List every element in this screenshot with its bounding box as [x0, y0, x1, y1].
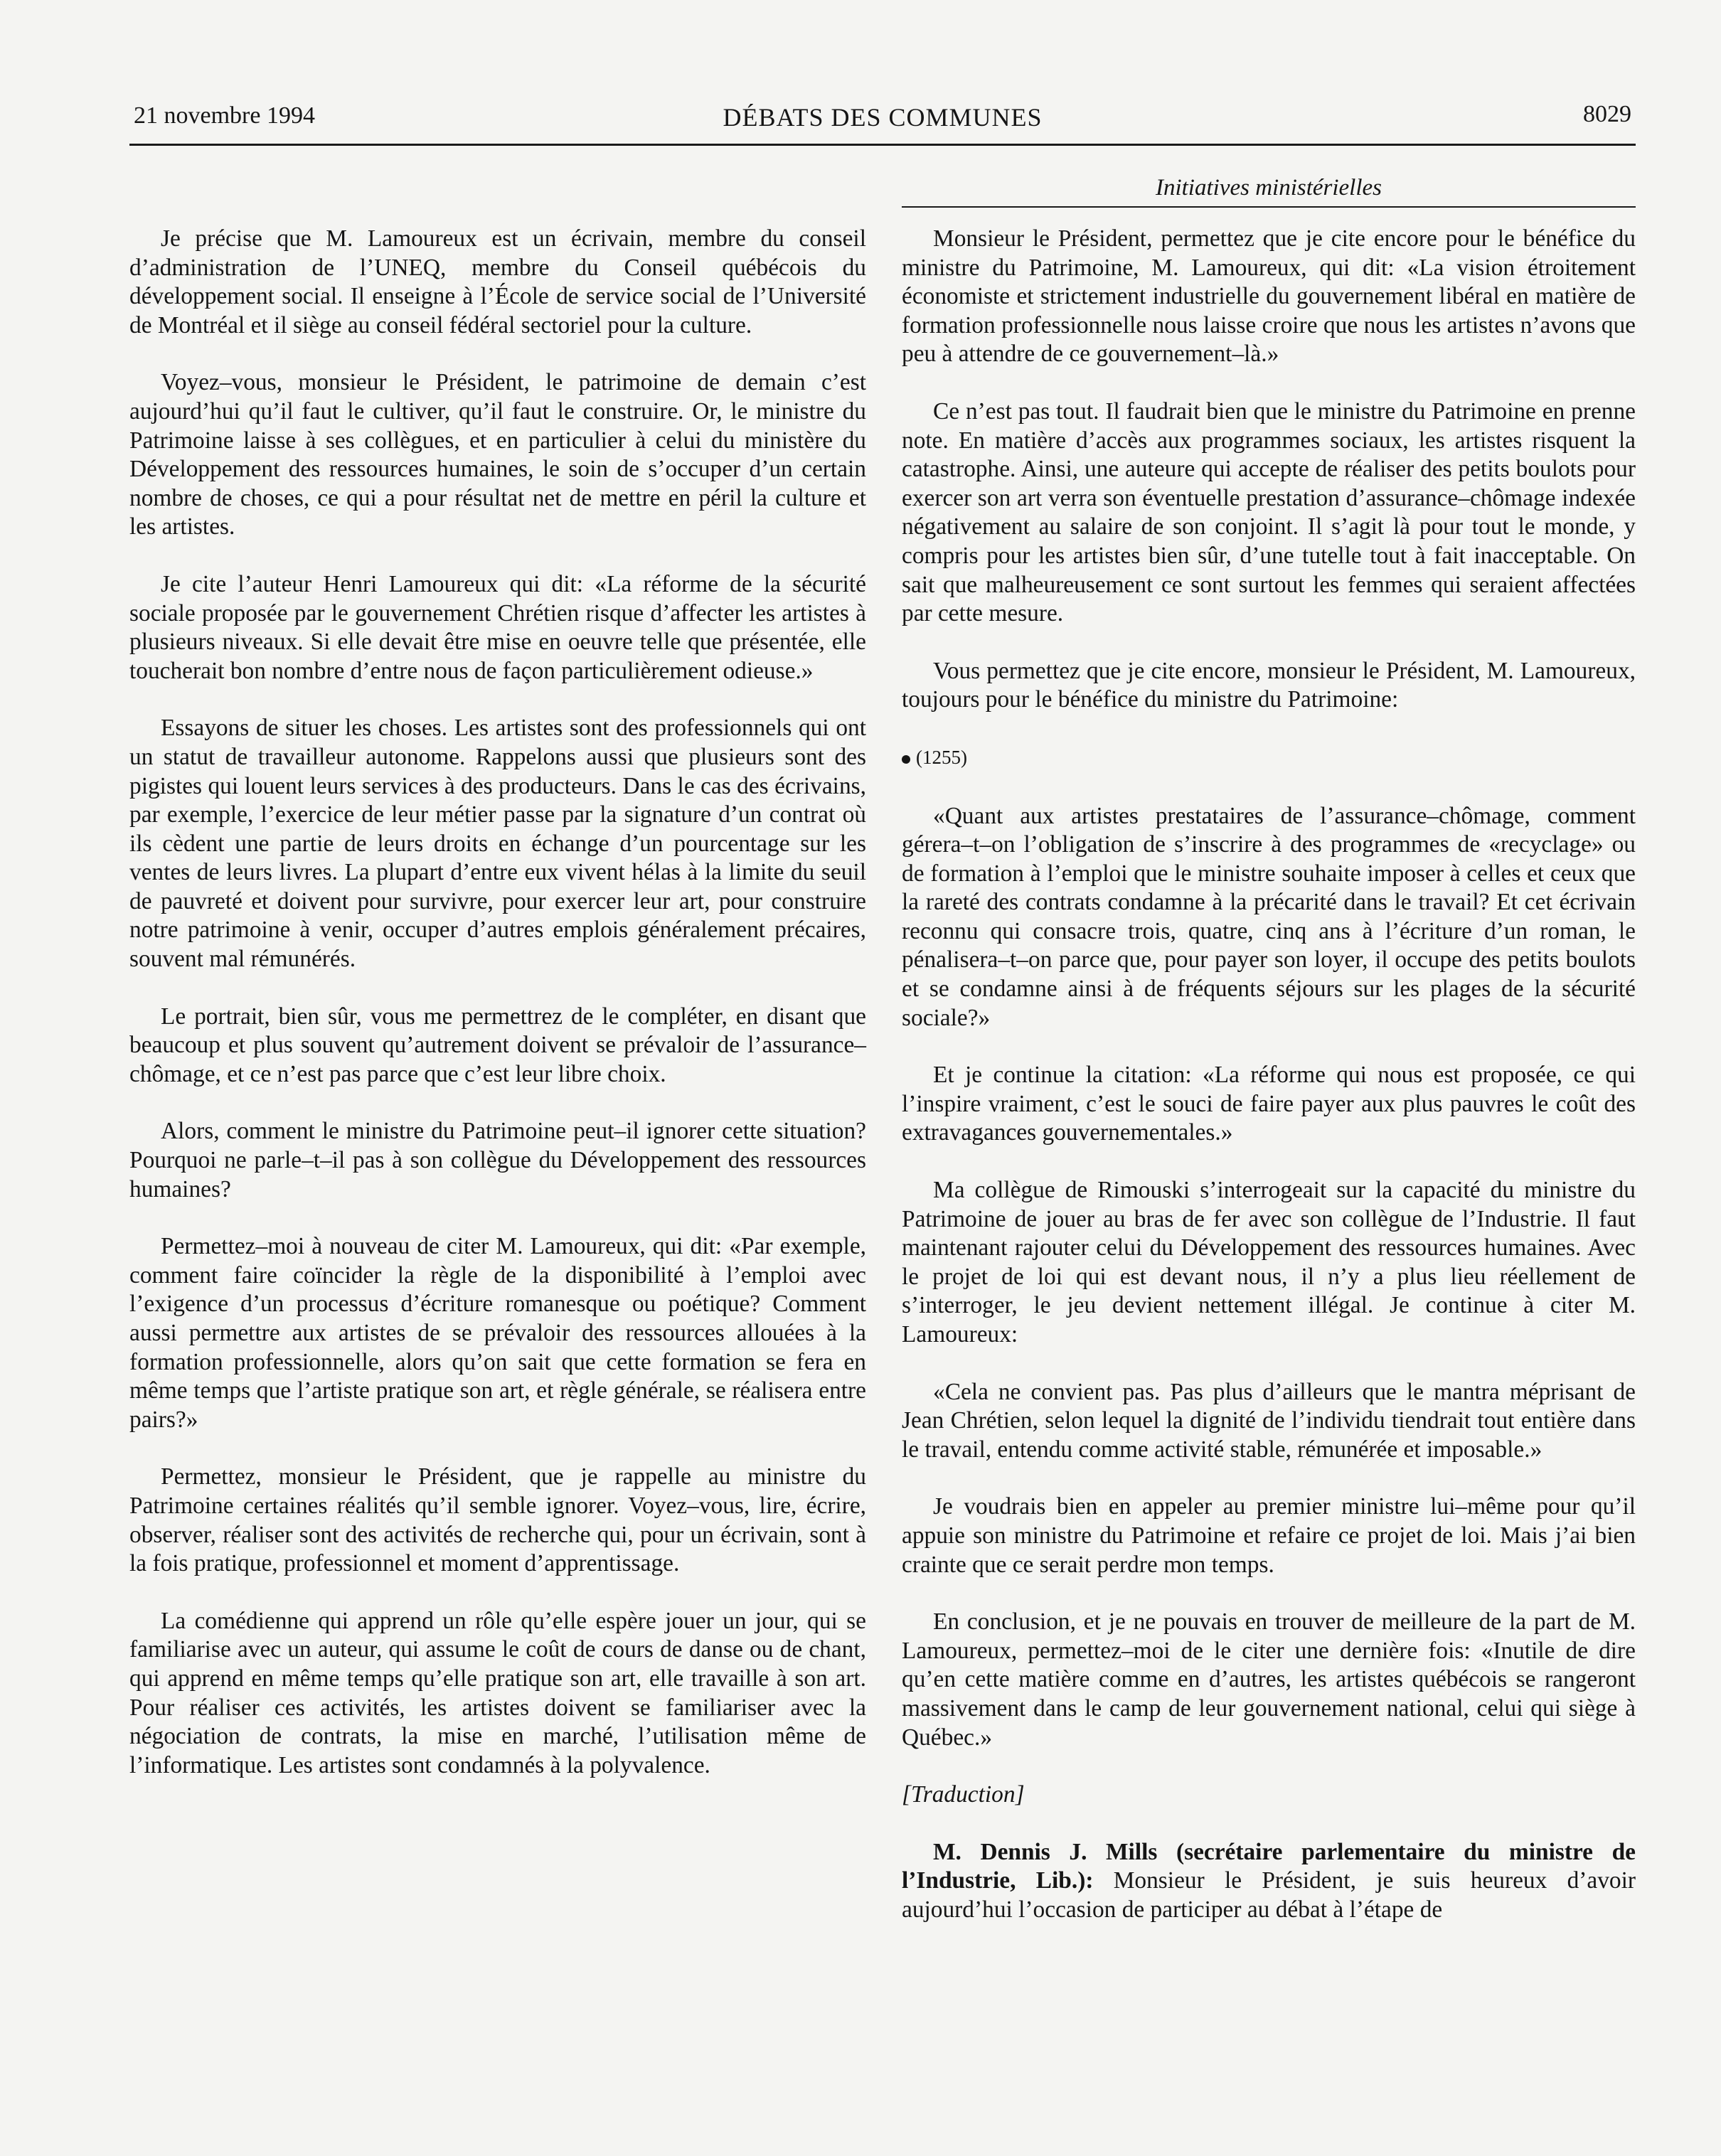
speaker-paragraph	[902, 1838, 1636, 1925]
time-marker	[902, 743, 1636, 772]
paragraph: Permettez, monsieur le Président, que je rappelle au ministre du Patrimoine certaines réalités qu’il semble ignorer. Voyez–vous, lire, écrire, observer, réaliser sont des activités de recherche qui, pour un écrivain, sont à la fois pratique, professionnel et moment d’apprentissage.	[129, 1463, 866, 1577]
paragraph: Le portrait, bien sûr, vous me permettrez de le compléter, en disant que beaucoup et plus souvent qu’autrement doivent se prévaloir de l’assurance–chômage, et ce n’est pas parce que c’est leur libre choix.	[129, 1003, 866, 1087]
page-number: 8029	[1583, 101, 1631, 127]
bullet-icon	[902, 755, 910, 764]
header-title: DÉBATS DES COMMUNES	[723, 103, 1043, 132]
paragraph: «Cela ne convient pas. Pas plus d’ailleurs que le mantra méprisant de Jean Chrétien, selon lequel la dignité de l’individu tiendrait tout entière dans le travail, entendu comme activité stable, rémunérée et imposable.»	[902, 1378, 1636, 1463]
paragraph: Et je continue la citation: «La réforme qui nous est proposée, ce qui l’inspire vraiment, c’est le souci de faire payer aux plus pauvres le coût des extravagances gouvernementales.»	[902, 1062, 1636, 1146]
time-marker-text: (1255)	[916, 746, 967, 768]
paragraph: Monsieur le Président, permettez que je cite encore pour le bénéfice du ministre du Patrimoine, M. Lamoureux, qui dit: «La vision étroitement économiste et strictement industrielle du gouvernement libéral en matière de formation professionnelle nous laisse croire que nous les artistes n’avons que peu à attendre de ce gouvernement–là.»	[902, 225, 1636, 368]
speaker-text: Monsieur le Président, je suis heureux d’avoir aujourd’hui l’occasion de participer au débat à l’étape de	[902, 1867, 1636, 1923]
section-tag: Initiatives ministérielles	[1155, 175, 1382, 201]
paragraph: Je cite l’auteur Henri Lamoureux qui dit: «La réforme de la sécurité sociale proposée par le gouvernement Chrétien risque d’affecter les artistes à plusieurs niveaux. Si elle devait être mise en oeuvre telle que présentée, elle toucherait bon nombre d’entre nous de façon particulièrement odieuse.»	[129, 570, 866, 684]
paragraph: Je précise que M. Lamoureux est un écrivain, membre du conseil d’administration de l’UNEQ, membre du Conseil québécois du développement social. Il enseigne à l’École de service social de l’Université de Montréal et il siège au conseil fédéral sectoriel pour la culture.	[129, 225, 866, 338]
paragraph: Je voudrais bien en appeler au premier ministre lui–même pour qu’il appuie son ministre du Patrimoine et refaire ce projet de loi. Mais j’ai bien crainte que ce serait perdre mon temps.	[902, 1493, 1636, 1578]
right-column	[902, 225, 1636, 1953]
section-divider	[902, 206, 1636, 208]
paragraph: La comédienne qui apprend un rôle qu’elle espère jouer un jour, qui se familiarise avec un auteur, qui assume le coût de cours de danse ou de chant, qui apprend en même temps qu’elle pratique son art, elle travaille à son art. Pour réaliser ces activités, les artistes doivent se familiariser avec la négociation de contrats, la mise en marché, l’utilisation même de l’informatique. Les artistes sont condamnés à la polyvalence.	[129, 1607, 866, 1778]
page-header	[129, 98, 1636, 146]
paragraph: En conclusion, et je ne pouvais en trouver de meilleure de la part de M. Lamoureux, permettez–moi de le citer une dernière fois: «Inutile de dire qu’en cette matière comme en d’autres, les artistes québécois se rangeront massivement dans le camp de leur gouvernement national, celui qui siège à Québec.»	[902, 1608, 1636, 1751]
paragraph: Ma collègue de Rimouski s’interrogeait sur la capacité du ministre du Patrimoine de jouer au bras de fer avec son collègue de l’Industrie. Il faut maintenant rajouter celui du Développement des ressources humaines. Avec le projet de loi qui est devant nous, il n’y a plus lieu réellement de s’interroger, le jeu devient nettement illégal. Je continue à citer M. Lamoureux:	[902, 1177, 1636, 1348]
header-date: 21 novembre 1994	[134, 102, 315, 129]
left-column	[129, 225, 866, 1808]
paragraph: Essayons de situer les choses. Les artistes sont des professionnels qui ont un statut de travailleur autonome. Rappelons aussi que plusieurs sont des pigistes qui louent leurs services à des producteurs. Dans le cas des écrivains, par exemple, l’exercice de leur métier passe par la signature d’un contrat où ils cèdent une partie de leurs droits en échange d’un pourcentage sur les ventes de leurs livres. La plupart d’entre eux vivent hélas à la limite du seuil de pauvreté et doivent pour survivre, pour exercer leur art, pour construire notre patrimoine à venir, occuper d’autres emplois généralement précaires, souvent mal rémunérés.	[129, 715, 866, 973]
paragraph: Alors, comment le ministre du Patrimoine peut–il ignorer cette situation? Pourquoi ne parle–t–il pas à son collègue du Développement des ressources humaines?	[129, 1118, 866, 1202]
translation-tag: [Traduction]	[902, 1781, 1025, 1808]
paragraph: Ce n’est pas tout. Il faudrait bien que le ministre du Patrimoine en prenne note. En matière d’accès aux programmes sociaux, les artistes risquent la catastrophe. Ainsi, une auteure qui accepte de réaliser des petits boulots pour exercer son art verra son éventuelle prestation d’assurance–chômage indexée négativement au salaire de son conjoint. Il s’agit là pour tout le monde, y compris pour les artistes bien sûr, d’une tutelle tout à fait inacceptable. On sait que malheureusement ce sont surtout les femmes qui seraient affectées par cette mesure.	[902, 397, 1636, 627]
paragraph: Vous permettez que je cite encore, monsieur le Président, M. Lamoureux, toujours pour le bénéfice du ministre du Patrimoine:	[902, 657, 1636, 713]
paragraph: «Quant aux artistes prestataires de l’assurance–chômage, comment gérera–t–on l’obligation de s’inscrire à des programmes de «recyclage» ou de formation à l’emploi que le ministre souhaite imposer à celles et ceux que la rareté des contrats condamne à la précarité dans le travail? Et cet écrivain reconnu qui consacre trois, quatre, cinq ans à l’écriture d’un roman, le pénalisera–t–on parce que, pour payer son loyer, il occupe des petits boulots et se condamne ainsi à de fréquents séjours sur les plages de la sécurité sociale?»	[902, 802, 1636, 1031]
speaker-name: M. Dennis J. Mills (secrétaire parlementaire du ministre de l’Industrie, Lib.):	[902, 1838, 1636, 1894]
paragraph: Permettez–moi à nouveau de citer M. Lamoureux, qui dit: «Par exemple, comment faire coïncider la règle de la disponibilité à l’emploi avec l’exigence d’un processus d’écriture romanesque ou poétique? Comment aussi permettre aux artistes de se prévaloir des ressources allouées à la formation professionnelle, alors qu’on sait que cette formation se fera en même temps que l’artiste pratique son art, et règle générale, se réalisera entre pairs?»	[129, 1233, 866, 1433]
paragraph: Voyez–vous, monsieur le Président, le patrimoine de demain c’est aujourd’hui qu’il faut le cultiver, qu’il faut le construire. Or, le ministre du Patrimoine laisse à ses collègues, et en particulier à celui du ministère du Développement des ressources humaines, le soin de s’occuper d’un certain nombre de choses, ce qui a pour résultat net de mettre en péril la culture et les artistes.	[129, 369, 866, 540]
